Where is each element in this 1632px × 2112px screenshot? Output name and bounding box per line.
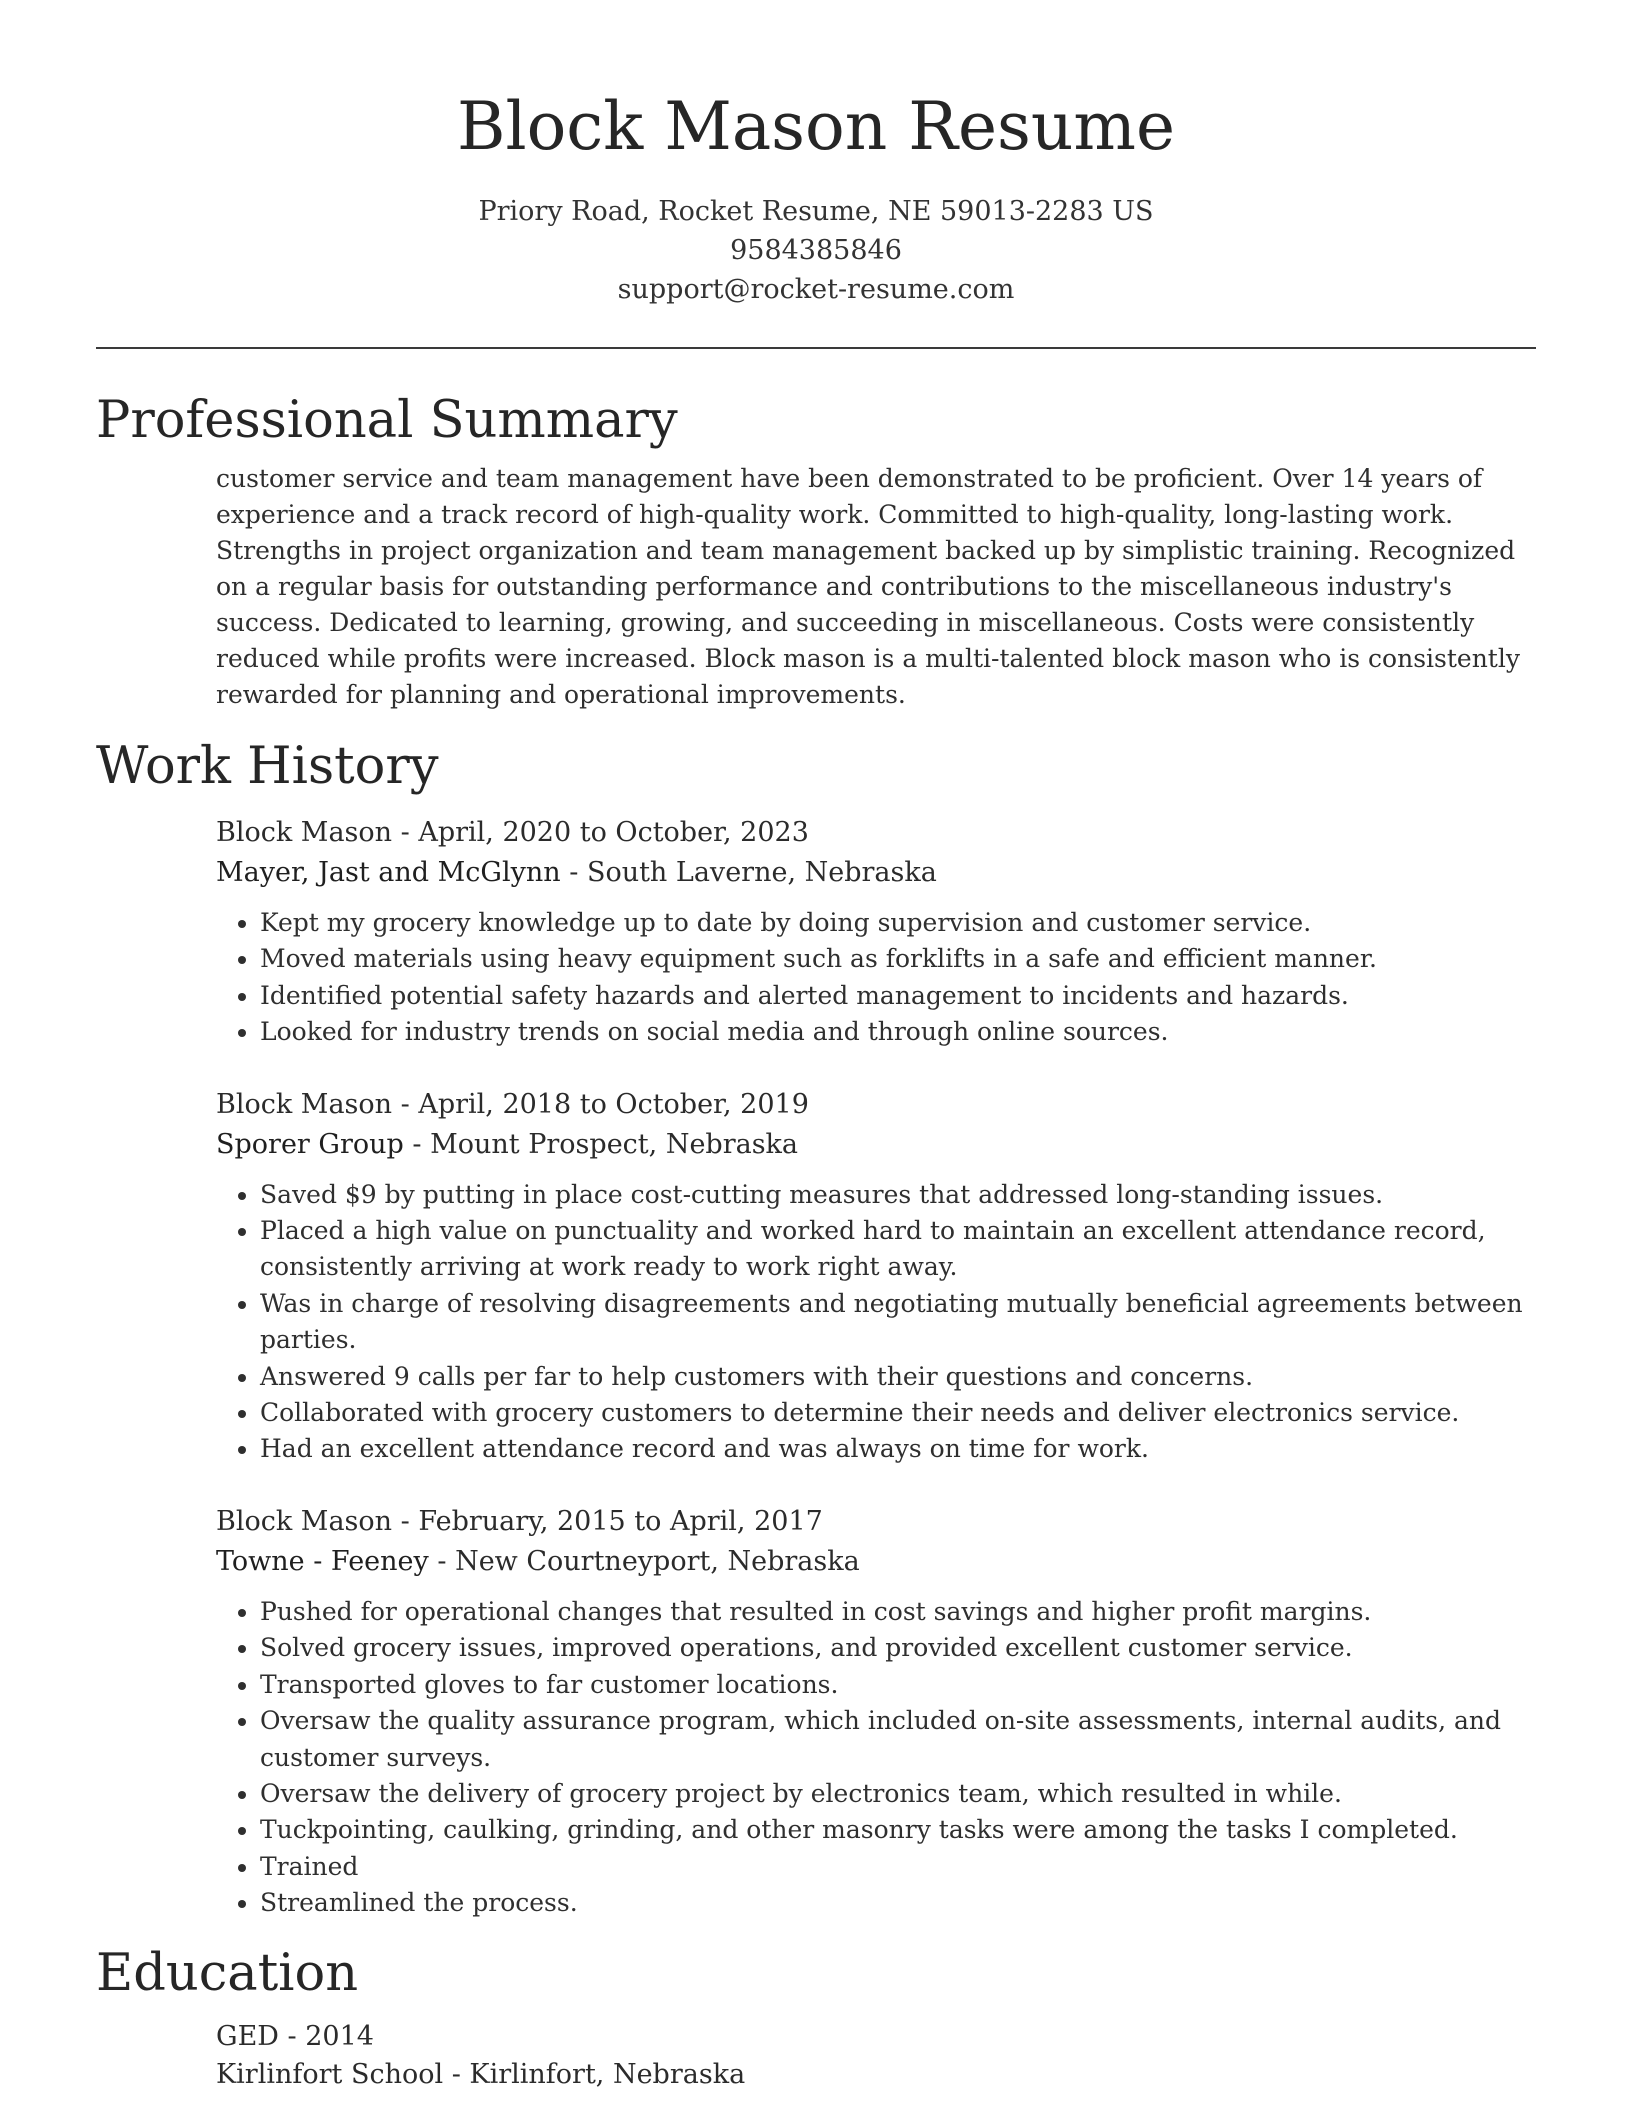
job-location: - Mount Prospect, Nebraska	[403, 1128, 799, 1160]
job-entry	[216, 1085, 1536, 1468]
contact-address: Priory Road, Rocket Resume, NE 59013-2283 US	[478, 196, 1154, 227]
education-entry	[216, 2018, 1536, 2094]
job-bullets	[216, 905, 1536, 1051]
job-company-line	[216, 1542, 1536, 1582]
job-bullets	[216, 1177, 1536, 1468]
job-bullet: • Collaborated with grocery customers to determine their needs and deliver electronics service.	[260, 1395, 1536, 1431]
header-divider	[96, 347, 1536, 349]
job-bullet: • Trained	[260, 1849, 1536, 1885]
job-company-name: Towne - Feeney	[216, 1545, 429, 1577]
work-history-heading: Work History	[96, 737, 439, 796]
job-bullet: • Oversaw the delivery of grocery project by electronics team, which resulted in while.	[260, 1776, 1536, 1812]
job-company-line	[216, 1125, 1536, 1165]
job-location: - New Courtneyport, Nebraska	[428, 1545, 860, 1577]
job-bullet: • Solved grocery issues, improved operations, and provided excellent customer service.	[260, 1630, 1536, 1666]
education-location: - Kirlinfort, Nebraska	[443, 2058, 746, 2090]
job-bullet: • Tuckpointing, caulking, grinding, and other masonry tasks were among the tasks I completed.	[260, 1812, 1536, 1848]
job-location: - South Laverne, Nebraska	[560, 857, 937, 888]
job-bullet: • Moved materials using heavy equipment such as forklifts in a safe and efficient manner.	[260, 941, 1536, 977]
job-bullet: • Had an excellent attendance record and was always on time for work.	[260, 1431, 1536, 1467]
job-bullet: • Was in charge of resolving disagreements and negotiating mutually beneficial agreements between parties.	[260, 1286, 1536, 1359]
contact-email: support@rocket-resume.com	[617, 274, 1015, 305]
job-company-name: Mayer, Jast and McGlynn	[216, 857, 561, 888]
resume-header	[96, 0, 1536, 309]
job-bullet: • Looked for industry trends on social media and through online sources.	[260, 1014, 1536, 1050]
resume-page	[96, 0, 1536, 2094]
summary-text: customer service and team management have been demonstrated to be proficient. Over 14 years of experience and a track record of high-quality work. Committed to high-quality, long-lasting work. Strengths in project organization and team management backed up by simplistic training. Recognized on a regular basis for outstanding performance and contributions to the miscellaneous industry's success. Dedicated to learning, growing, and succeeding in miscellaneous. Costs were consistently reduced while profits were increased. Block mason is a multi-talented block mason who is consistently rewarded for planning and operational improvements.	[216, 464, 1520, 709]
job-company-line	[216, 853, 1536, 893]
job-bullet: • Placed a high value on punctuality and worked hard to maintain an excellent attendance record, consistently arriving at work ready to work right away.	[260, 1213, 1536, 1286]
job-title-line: Block Mason - April, 2020 to October, 2023	[216, 817, 809, 848]
summary-heading: Professional Summary	[96, 391, 678, 450]
education-heading: Education	[96, 1943, 359, 2003]
job-title-line: Block Mason - April, 2018 to October, 2019	[216, 1088, 809, 1120]
education-degree-line: GED - 2014	[216, 2020, 374, 2052]
job-bullet: • Pushed for operational changes that resulted in cost savings and higher profit margins.	[260, 1594, 1536, 1630]
job-bullet: • Identified potential safety hazards and alerted management to incidents and hazards.	[260, 978, 1536, 1014]
job-bullet: • Kept my grocery knowledge up to date by doing supervision and customer service.	[260, 905, 1536, 941]
job-title-line: Block Mason - February, 2015 to April, 2017	[216, 1505, 823, 1537]
job-bullet: • Oversaw the quality assurance program, which included on-site assessments, internal audits, and customer surveys.	[260, 1703, 1536, 1776]
education-school-line	[216, 2056, 1536, 2094]
contact-phone: 9584385846	[730, 235, 902, 266]
job-bullet: • Saved $9 by putting in place cost-cutting measures that addressed long-standing issues.	[260, 1177, 1536, 1213]
job-bullet: • Transported gloves to far customer locations.	[260, 1667, 1536, 1703]
job-bullet: • Streamlined the process.	[260, 1885, 1536, 1921]
education-school-name: Kirlinfort School	[216, 2058, 444, 2090]
contact-block	[96, 192, 1536, 309]
resume-title: Block Mason Resume	[456, 88, 1176, 165]
job-entry	[216, 1502, 1536, 1922]
job-company-name: Sporer Group	[216, 1128, 404, 1160]
job-entry	[216, 813, 1536, 1051]
job-bullets	[216, 1594, 1536, 1922]
job-bullet: • Answered 9 calls per far to help customers with their questions and concerns.	[260, 1359, 1536, 1395]
